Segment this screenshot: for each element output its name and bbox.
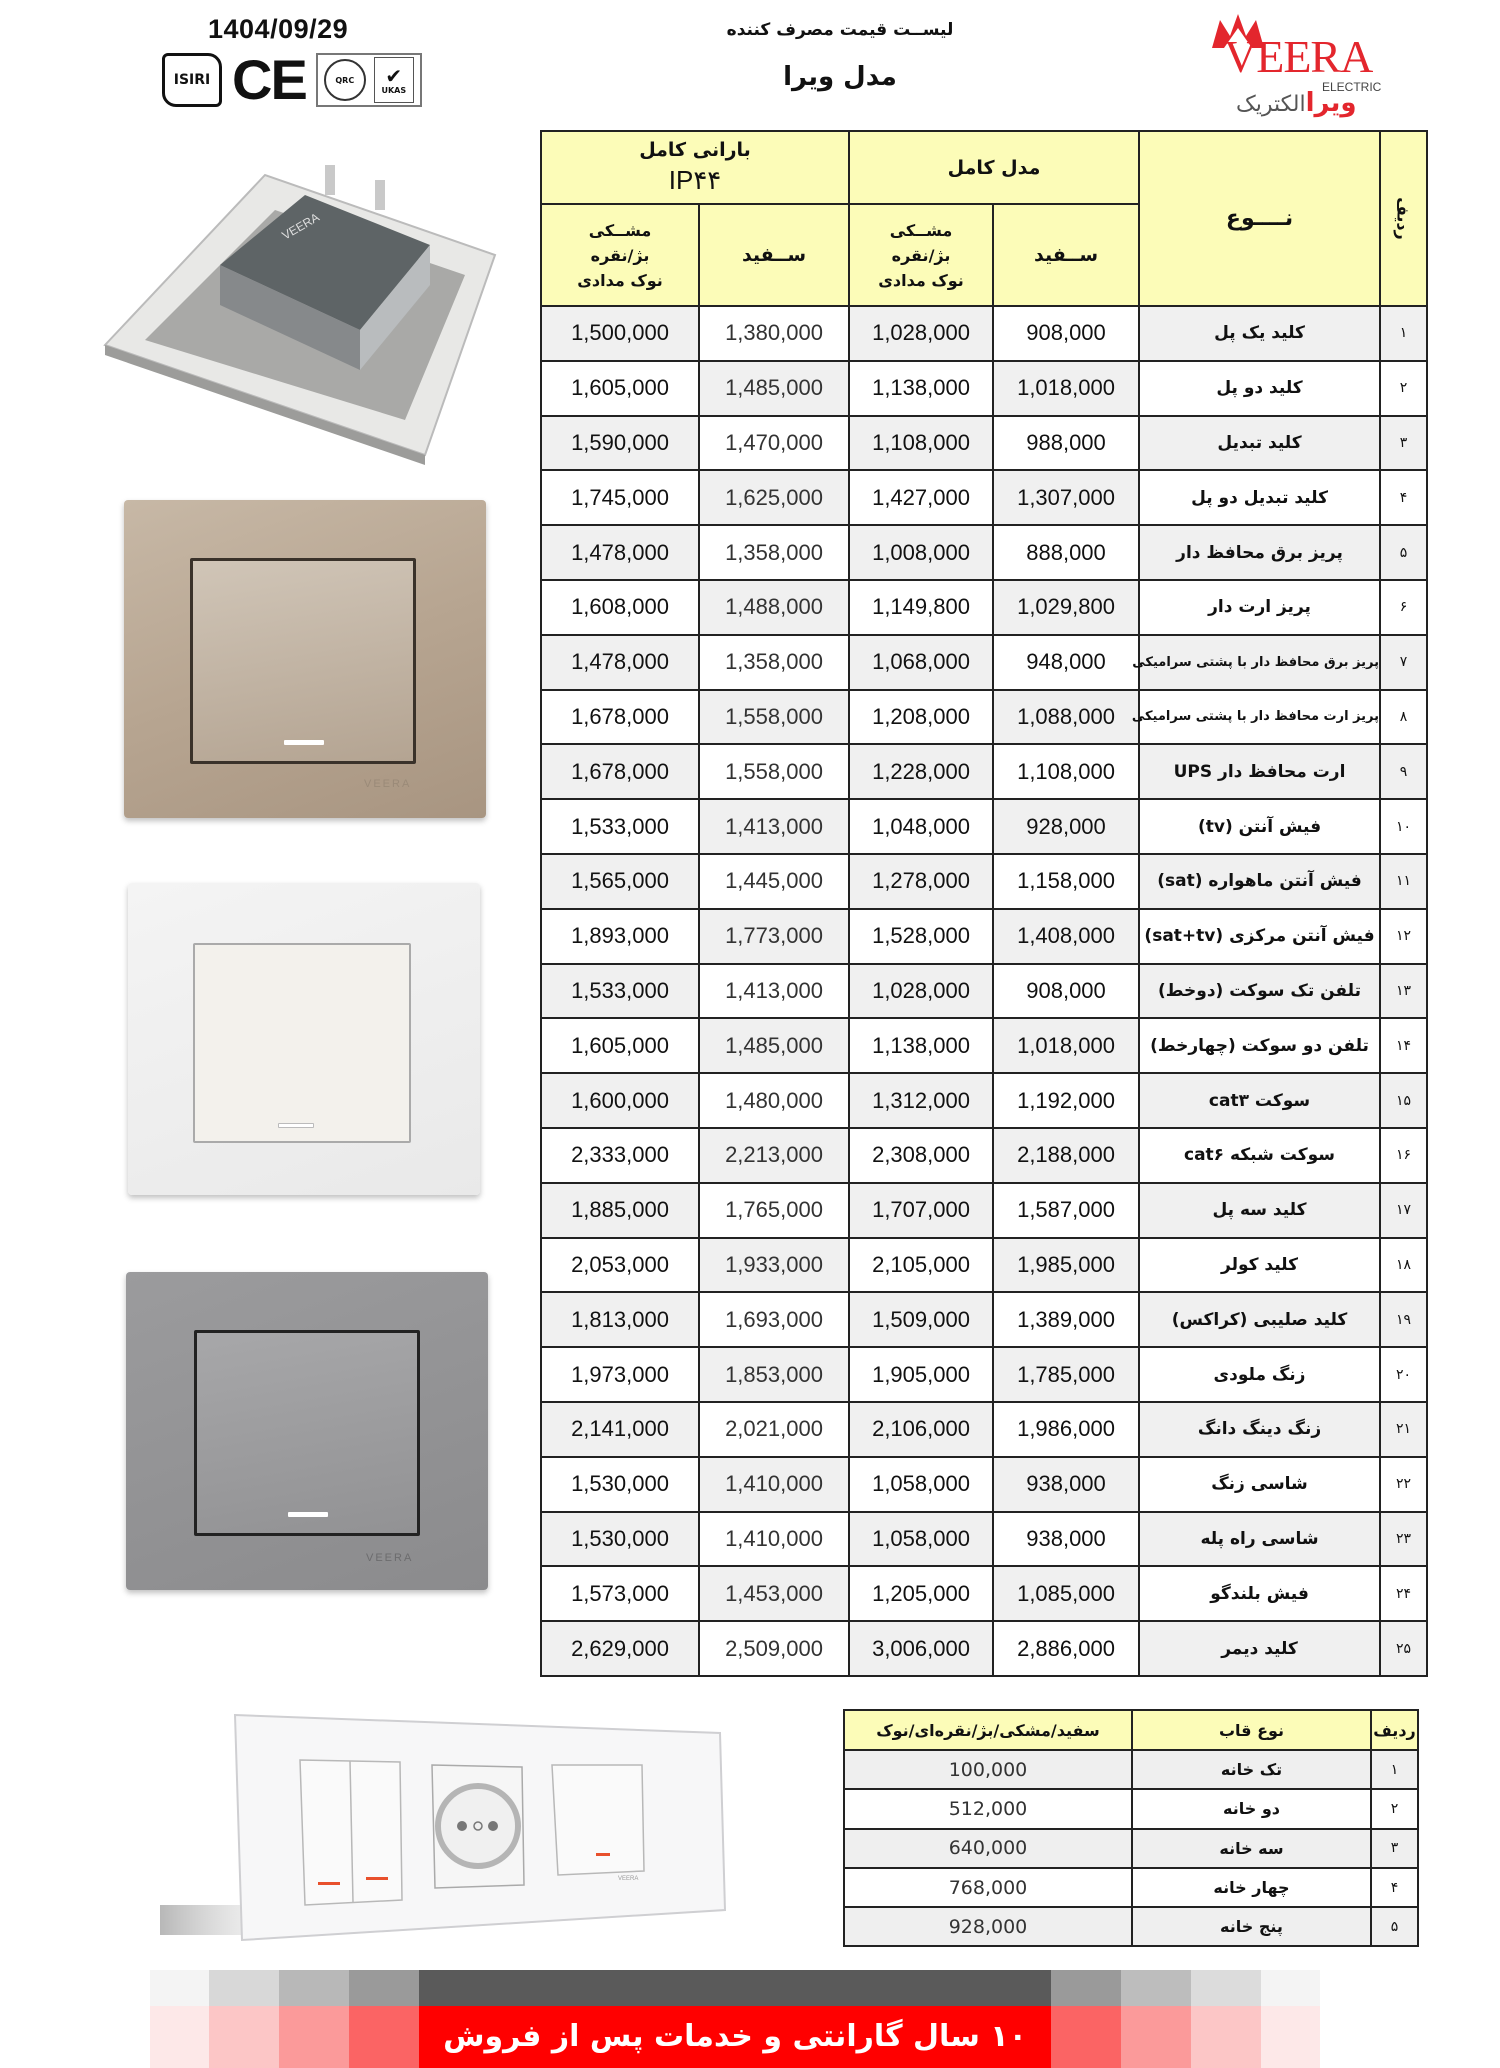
table-row <box>541 1347 1427 1402</box>
multi-frame-panel-image <box>150 1705 750 1945</box>
table-row <box>541 1018 1427 1073</box>
switch-rocker <box>190 558 416 764</box>
full-colored-price: 1,068,000 <box>849 635 993 690</box>
table-row <box>541 690 1427 745</box>
ce-mark-icon: CE <box>232 48 306 111</box>
full-white-price: 938,000 <box>993 1457 1139 1512</box>
brand-logo <box>1210 14 1395 118</box>
row-number: ۵ <box>1371 1907 1418 1946</box>
indicator-led <box>278 1123 314 1128</box>
white-switch-image <box>128 883 480 1195</box>
table-row <box>541 964 1427 1019</box>
ukas-icon <box>374 57 414 103</box>
frame-price: 928,000 <box>844 1907 1132 1946</box>
price-list-subtitle: لیســت قیمت مصرف کننده <box>726 20 954 40</box>
table-row <box>541 1457 1427 1512</box>
table-row <box>844 1907 1418 1946</box>
page-title: مدل ویرا <box>783 62 897 92</box>
full-white-price: 938,000 <box>993 1512 1139 1567</box>
frame-price: 512,000 <box>844 1789 1132 1828</box>
full-colored-price: 3,006,000 <box>849 1621 993 1676</box>
switch-brand-mark: VEERA <box>364 778 412 790</box>
rain-white-price: 1,625,000 <box>699 470 849 525</box>
rain-colored-price: 1,573,000 <box>541 1566 699 1621</box>
table-row <box>541 1512 1427 1567</box>
full-colored-price: 1,427,000 <box>849 470 993 525</box>
row-number: ۱۶ <box>1380 1128 1427 1183</box>
header-type: نــــوع <box>1139 131 1380 306</box>
table-row <box>541 470 1427 525</box>
switch-brand-mark: VEERA <box>366 1552 414 1564</box>
table-row <box>541 1238 1427 1293</box>
brand-name-latin: VEERA <box>1224 31 1373 82</box>
brand-fa-red: ویرا <box>1305 88 1357 118</box>
product-type: زنگ ملودی <box>1139 1347 1380 1402</box>
rain-white-price: 1,765,000 <box>699 1183 849 1238</box>
product-type: کلید یک پل <box>1139 306 1380 361</box>
rain-white-price: 1,410,000 <box>699 1457 849 1512</box>
rain-colored-price: 2,141,000 <box>541 1402 699 1457</box>
rain-colored-price: 1,590,000 <box>541 416 699 471</box>
full-white-price: 1,088,000 <box>993 690 1139 745</box>
full-white-price: 1,307,000 <box>993 470 1139 525</box>
table-row <box>541 635 1427 690</box>
rain-colored-price: 1,678,000 <box>541 690 699 745</box>
row-number: ۶ <box>1380 580 1427 635</box>
header-row-number <box>1380 131 1427 306</box>
table-row <box>541 525 1427 580</box>
full-white-price: 948,000 <box>993 635 1139 690</box>
table-row <box>541 909 1427 964</box>
indicator-led <box>288 1512 328 1517</box>
full-white-price: 908,000 <box>993 964 1139 1019</box>
row-number: ۱۵ <box>1380 1073 1427 1128</box>
table-row <box>541 1128 1427 1183</box>
rain-colored-price: 1,600,000 <box>541 1073 699 1128</box>
rain-white-price: 1,488,000 <box>699 580 849 635</box>
full-colored-price: 1,528,000 <box>849 909 993 964</box>
switch-rocker <box>194 1330 420 1536</box>
rain-white-price: 1,558,000 <box>699 690 849 745</box>
mechanism-brand-label: VEERA <box>279 210 322 243</box>
rain-white-price: 1,445,000 <box>699 854 849 909</box>
product-type: فیش بلندگو <box>1139 1566 1380 1621</box>
full-colored-price: 1,707,000 <box>849 1183 993 1238</box>
rain-colored-price: 1,745,000 <box>541 470 699 525</box>
row-number: ۷ <box>1380 635 1427 690</box>
row-number: ۱۱ <box>1380 854 1427 909</box>
table-row <box>541 744 1427 799</box>
rain-colored-price: 1,813,000 <box>541 1292 699 1347</box>
product-type: زنگ دینگ دانگ <box>1139 1402 1380 1457</box>
full-colored-price: 1,028,000 <box>849 964 993 1019</box>
table-row <box>541 799 1427 854</box>
product-type: کلید تبدیل <box>1139 416 1380 471</box>
switch-mechanism-image <box>95 155 515 465</box>
row-number: ۲ <box>1371 1789 1418 1828</box>
price-list-date: 1404/09/29 <box>208 14 349 44</box>
ukas-label: UKAS <box>381 85 407 95</box>
table-row <box>541 1292 1427 1347</box>
header-full-model-group: مدل کامل <box>849 131 1139 204</box>
header-rain-proof-group <box>541 131 849 204</box>
row-number: ۲۴ <box>1380 1566 1427 1621</box>
row-number: ۲۲ <box>1380 1457 1427 1512</box>
product-type: شاسی راه پله <box>1139 1512 1380 1567</box>
product-type: پریز برق محافظ دار <box>1139 525 1380 580</box>
rain-colored-price: 1,565,000 <box>541 854 699 909</box>
colored-line-1: مشــکی <box>889 220 953 240</box>
panel-brand-mark: VEERA <box>618 1876 639 1882</box>
table-row <box>541 361 1427 416</box>
frame-type: سه خانه <box>1132 1829 1371 1868</box>
rain-colored-price: 1,678,000 <box>541 744 699 799</box>
product-type: فیش آنتن ماهواره (sat) <box>1139 854 1380 909</box>
full-white-price: 1,018,000 <box>993 1018 1139 1073</box>
table-row <box>541 580 1427 635</box>
product-type: فیش آنتن مرکزی (sat+tv) <box>1139 909 1380 964</box>
isiri-label: ISIRI <box>173 72 211 88</box>
product-type: سوکت شبکه cat۶ <box>1139 1128 1380 1183</box>
rain-white-price: 1,485,000 <box>699 361 849 416</box>
rain-white-price: 1,453,000 <box>699 1566 849 1621</box>
rain-colored-price: 1,605,000 <box>541 361 699 416</box>
rain-white-price: 1,413,000 <box>699 964 849 1019</box>
full-colored-price: 1,312,000 <box>849 1073 993 1128</box>
rain-colored-price: 2,053,000 <box>541 1238 699 1293</box>
product-type: شاسی زنگ <box>1139 1457 1380 1512</box>
iso-certificate-icon <box>316 53 422 107</box>
rain-white-price: 1,470,000 <box>699 416 849 471</box>
full-colored-price: 1,028,000 <box>849 306 993 361</box>
header-full-white: ســفید <box>993 204 1139 306</box>
ip-rating-label: IP۴۴ <box>668 165 722 195</box>
rain-colored-price: 2,333,000 <box>541 1128 699 1183</box>
row-number: ۱۹ <box>1380 1292 1427 1347</box>
full-colored-price: 2,106,000 <box>849 1402 993 1457</box>
full-white-price: 1,085,000 <box>993 1566 1139 1621</box>
table-row <box>541 306 1427 361</box>
rain-white-price: 1,853,000 <box>699 1347 849 1402</box>
rain-white-price: 2,021,000 <box>699 1402 849 1457</box>
full-white-price: 1,785,000 <box>993 1347 1139 1402</box>
frame-type: تک خانه <box>1132 1750 1371 1789</box>
rain-colored-price: 1,893,000 <box>541 909 699 964</box>
full-white-price: 928,000 <box>993 799 1139 854</box>
rain-white-price: 2,213,000 <box>699 1128 849 1183</box>
product-type: کلید تبدیل دو پل <box>1139 470 1380 525</box>
full-white-price: 1,158,000 <box>993 854 1139 909</box>
full-colored-price: 1,509,000 <box>849 1292 993 1347</box>
row-number-label: ردیف <box>1394 197 1414 240</box>
colored-line-3: نوک مدادی <box>878 270 964 290</box>
isiri-icon <box>162 53 222 107</box>
table-row <box>541 854 1427 909</box>
full-colored-price: 1,058,000 <box>849 1512 993 1567</box>
frame-type: چهار خانه <box>1132 1868 1371 1907</box>
warranty-banner <box>150 1970 1320 2068</box>
header-frame-type: نوع قاب <box>1132 1710 1371 1750</box>
row-number: ۲۵ <box>1380 1621 1427 1676</box>
full-white-price: 1,108,000 <box>993 744 1139 799</box>
row-number: ۹ <box>1380 744 1427 799</box>
table-row <box>844 1750 1418 1789</box>
full-colored-price: 1,228,000 <box>849 744 993 799</box>
product-type: کلید دو پل <box>1139 361 1380 416</box>
rain-white-price: 1,773,000 <box>699 909 849 964</box>
row-number: ۲۳ <box>1380 1512 1427 1567</box>
rain-colored-price: 1,533,000 <box>541 799 699 854</box>
row-number: ۱۳ <box>1380 964 1427 1019</box>
full-colored-price: 1,149,800 <box>849 580 993 635</box>
product-type: پریز ارت دار <box>1139 580 1380 635</box>
rain-colored-price: 1,530,000 <box>541 1512 699 1567</box>
full-colored-price: 1,138,000 <box>849 1018 993 1073</box>
colored-line-2: بژ/نقره <box>590 245 650 265</box>
row-number: ۵ <box>1380 525 1427 580</box>
checkmark-icon: ✔ <box>385 63 403 88</box>
product-type: پریز برق محافظ دار با پشتی سرامیکی <box>1139 635 1380 690</box>
rain-colored-price: 1,478,000 <box>541 635 699 690</box>
row-number: ۱۴ <box>1380 1018 1427 1073</box>
brand-sub-latin: ELECTRIC <box>1322 80 1382 94</box>
product-type: تلفن دو سوکت (چهارخط) <box>1139 1018 1380 1073</box>
brand-name-persian <box>1236 88 1357 120</box>
table-row <box>541 1073 1427 1128</box>
certification-logos <box>162 48 432 111</box>
rain-white-price: 1,410,000 <box>699 1512 849 1567</box>
colored-line-2: بژ/نقره <box>891 245 951 265</box>
row-number: ۲۰ <box>1380 1347 1427 1402</box>
full-white-price: 2,188,000 <box>993 1128 1139 1183</box>
full-white-price: 888,000 <box>993 525 1139 580</box>
full-white-price: 988,000 <box>993 416 1139 471</box>
full-white-price: 1,587,000 <box>993 1183 1139 1238</box>
brand-fa-gray: الکتریک <box>1236 92 1306 117</box>
rain-colored-price: 1,605,000 <box>541 1018 699 1073</box>
full-colored-price: 1,905,000 <box>849 1347 993 1402</box>
full-colored-price: 1,008,000 <box>849 525 993 580</box>
row-number: ۸ <box>1380 690 1427 745</box>
full-white-price: 1,018,000 <box>993 361 1139 416</box>
banner-dark-strip <box>150 1970 1320 2006</box>
indicator-led <box>284 740 324 745</box>
row-number: ۲۱ <box>1380 1402 1427 1457</box>
rain-white-price: 1,413,000 <box>699 799 849 854</box>
full-white-price: 1,985,000 <box>993 1238 1139 1293</box>
full-white-price: 1,029,800 <box>993 580 1139 635</box>
header-frame-price: سفید/مشکی/بژ/نقره‌ای/نوک <box>844 1710 1132 1750</box>
product-type: کلید سه پل <box>1139 1183 1380 1238</box>
row-number: ۱ <box>1380 306 1427 361</box>
table-row <box>844 1868 1418 1907</box>
full-colored-price: 1,278,000 <box>849 854 993 909</box>
frame-price: 640,000 <box>844 1829 1132 1868</box>
rain-white-price: 1,358,000 <box>699 525 849 580</box>
rain-white-price: 2,509,000 <box>699 1621 849 1676</box>
row-number: ۲ <box>1380 361 1427 416</box>
frame-table-body <box>844 1750 1418 1946</box>
full-white-price: 1,389,000 <box>993 1292 1139 1347</box>
full-colored-price: 1,205,000 <box>849 1566 993 1621</box>
full-colored-price: 1,058,000 <box>849 1457 993 1512</box>
frame-type: دو خانه <box>1132 1789 1371 1828</box>
beige-switch-image <box>124 500 486 818</box>
product-type: پریز ارت محافظ دار با پشتی سرامیکی <box>1139 690 1380 745</box>
product-type: کلید کولر <box>1139 1238 1380 1293</box>
rain-proof-label: بارانی کامل <box>639 139 751 161</box>
product-type: سوکت cat۳ <box>1139 1073 1380 1128</box>
rain-white-price: 1,933,000 <box>699 1238 849 1293</box>
rain-white-price: 1,480,000 <box>699 1073 849 1128</box>
full-colored-price: 2,105,000 <box>849 1238 993 1293</box>
full-colored-price: 1,208,000 <box>849 690 993 745</box>
full-white-price: 908,000 <box>993 306 1139 361</box>
rain-white-price: 1,693,000 <box>699 1292 849 1347</box>
full-colored-price: 1,048,000 <box>849 799 993 854</box>
product-type: تلفن تک سوکت (دوخط) <box>1139 964 1380 1019</box>
rain-colored-price: 1,885,000 <box>541 1183 699 1238</box>
table-row <box>541 1402 1427 1457</box>
row-number: ۱۸ <box>1380 1238 1427 1293</box>
table-row <box>844 1789 1418 1828</box>
rain-white-price: 1,485,000 <box>699 1018 849 1073</box>
table-row <box>844 1829 1418 1868</box>
row-number: ۱۲ <box>1380 909 1427 964</box>
full-white-price: 2,886,000 <box>993 1621 1139 1676</box>
full-white-price: 1,192,000 <box>993 1073 1139 1128</box>
row-number: ۴ <box>1371 1868 1418 1907</box>
product-type: کلید صلیبی (کراکس) <box>1139 1292 1380 1347</box>
rain-colored-price: 1,478,000 <box>541 525 699 580</box>
header-rain-colored <box>541 204 699 306</box>
rain-white-price: 1,380,000 <box>699 306 849 361</box>
rain-colored-price: 1,533,000 <box>541 964 699 1019</box>
rain-colored-price: 2,629,000 <box>541 1621 699 1676</box>
table-row <box>541 1621 1427 1676</box>
full-colored-price: 2,308,000 <box>849 1128 993 1183</box>
price-table <box>540 130 1428 1677</box>
table-row <box>541 416 1427 471</box>
price-table-body <box>541 306 1427 1676</box>
colored-line-3: نوک مدادی <box>577 270 663 290</box>
rain-colored-price: 1,973,000 <box>541 1347 699 1402</box>
rain-colored-price: 1,500,000 <box>541 306 699 361</box>
colored-line-1: مشــکی <box>588 220 652 240</box>
row-number: ۱۰ <box>1380 799 1427 854</box>
rain-white-price: 1,358,000 <box>699 635 849 690</box>
header-frame-row-number: ردیف <box>1371 1710 1418 1750</box>
frame-price-table <box>843 1709 1419 1947</box>
row-number: ۳ <box>1371 1829 1418 1868</box>
rain-colored-price: 1,530,000 <box>541 1457 699 1512</box>
row-number: ۱۷ <box>1380 1183 1427 1238</box>
qrc-seal-icon: QRC <box>324 59 366 101</box>
rain-colored-price: 1,608,000 <box>541 580 699 635</box>
frame-type: پنج خانه <box>1132 1907 1371 1946</box>
full-white-price: 1,408,000 <box>993 909 1139 964</box>
row-number: ۳ <box>1380 416 1427 471</box>
full-white-price: 1,986,000 <box>993 1402 1139 1457</box>
header-full-colored <box>849 204 993 306</box>
row-number: ۴ <box>1380 470 1427 525</box>
row-number: ۱ <box>1371 1750 1418 1789</box>
gray-switch-image <box>126 1272 488 1590</box>
rain-white-price: 1,558,000 <box>699 744 849 799</box>
header-rain-white: ســفید <box>699 204 849 306</box>
switch-rocker <box>193 943 411 1143</box>
frame-price: 768,000 <box>844 1868 1132 1907</box>
frame-price: 100,000 <box>844 1750 1132 1789</box>
product-type: ارت محافظ دار UPS <box>1139 744 1380 799</box>
full-colored-price: 1,108,000 <box>849 416 993 471</box>
table-row <box>541 1183 1427 1238</box>
full-colored-price: 1,138,000 <box>849 361 993 416</box>
warranty-text: ۱۰ سال گارانتی و خدمات پس از فروش <box>443 2019 1027 2054</box>
table-row <box>541 1566 1427 1621</box>
product-type: فیش آنتن (tv) <box>1139 799 1380 854</box>
product-type: کلید دیمر <box>1139 1621 1380 1676</box>
